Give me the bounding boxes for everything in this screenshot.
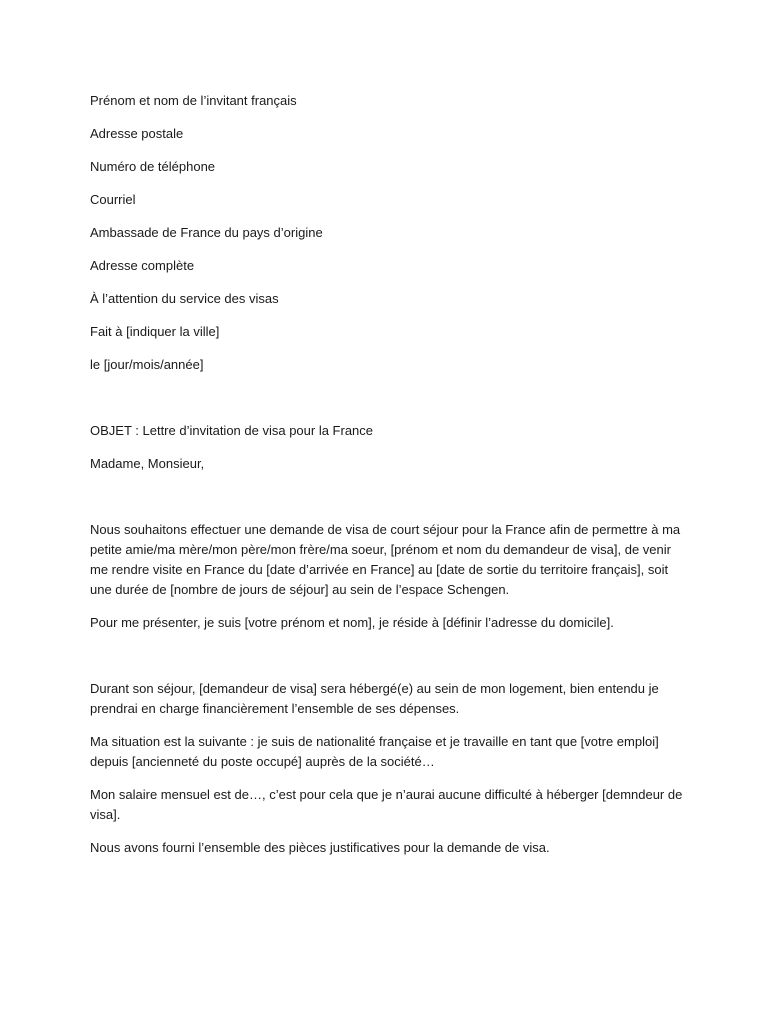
place-line: Fait à [indiquer la ville] (90, 324, 220, 339)
phone-number-line: Numéro de téléphone (90, 159, 216, 174)
postal-address-line: Adresse postale (90, 126, 184, 141)
full-address-line: Adresse complète (90, 258, 195, 273)
date-line: le [jour/mois/année] (90, 357, 204, 372)
paragraph-request: Nous souhaitons effectuer une demande de visa de court séjour pour la France afin de permettre à ma petite amie/ma mère/mon père/mon frère/ma soeur, [prénom et nom du demandeur de visa], de venir me rendre visite en France du [date d’arrivée en France] au [date de sortie du territoire français], soit une durée de [nombre de jours de séjour] au sein de l’espace Schengen. (90, 522, 684, 597)
salutation: Madame, Monsieur, (90, 456, 205, 471)
subject-line: OBJET : Lettre d’invitation de visa pour la France (90, 423, 374, 438)
inviter-name-line: Prénom et nom de l’invitant français (90, 93, 297, 108)
paragraph-salary: Mon salaire mensuel est de…, c’est pour cela que je n’aurai aucune difficulté à héberger [demndeur de visa]. (90, 787, 686, 822)
paragraph-introduction: Pour me présenter, je suis [votre prénom et nom], je réside à [définir l’adresse du domicile]. (90, 615, 614, 630)
spacer (90, 487, 690, 520)
paragraph-accommodation: Durant son séjour, [demandeur de visa] sera hébergé(e) au sein de mon logement, bien entendu je prendrai en charge financièrement l’ensemble de ses dépenses. (90, 681, 663, 716)
letter-body (90, 91, 690, 871)
paragraph-situation: Ma situation est la suivante : je suis de nationalité française et je travaille en tant que [votre emploi] depuis [ancienneté du poste occupé] auprès de la société… (90, 734, 663, 769)
spacer (90, 388, 690, 421)
spacer (90, 646, 690, 679)
embassy-line: Ambassade de France du pays d’origine (90, 225, 323, 240)
paragraph-documents: Nous avons fourni l’ensemble des pièces justificatives pour la demande de visa. (90, 840, 550, 855)
attention-line: À l’attention du service des visas (90, 291, 279, 306)
email-line: Courriel (90, 192, 136, 207)
